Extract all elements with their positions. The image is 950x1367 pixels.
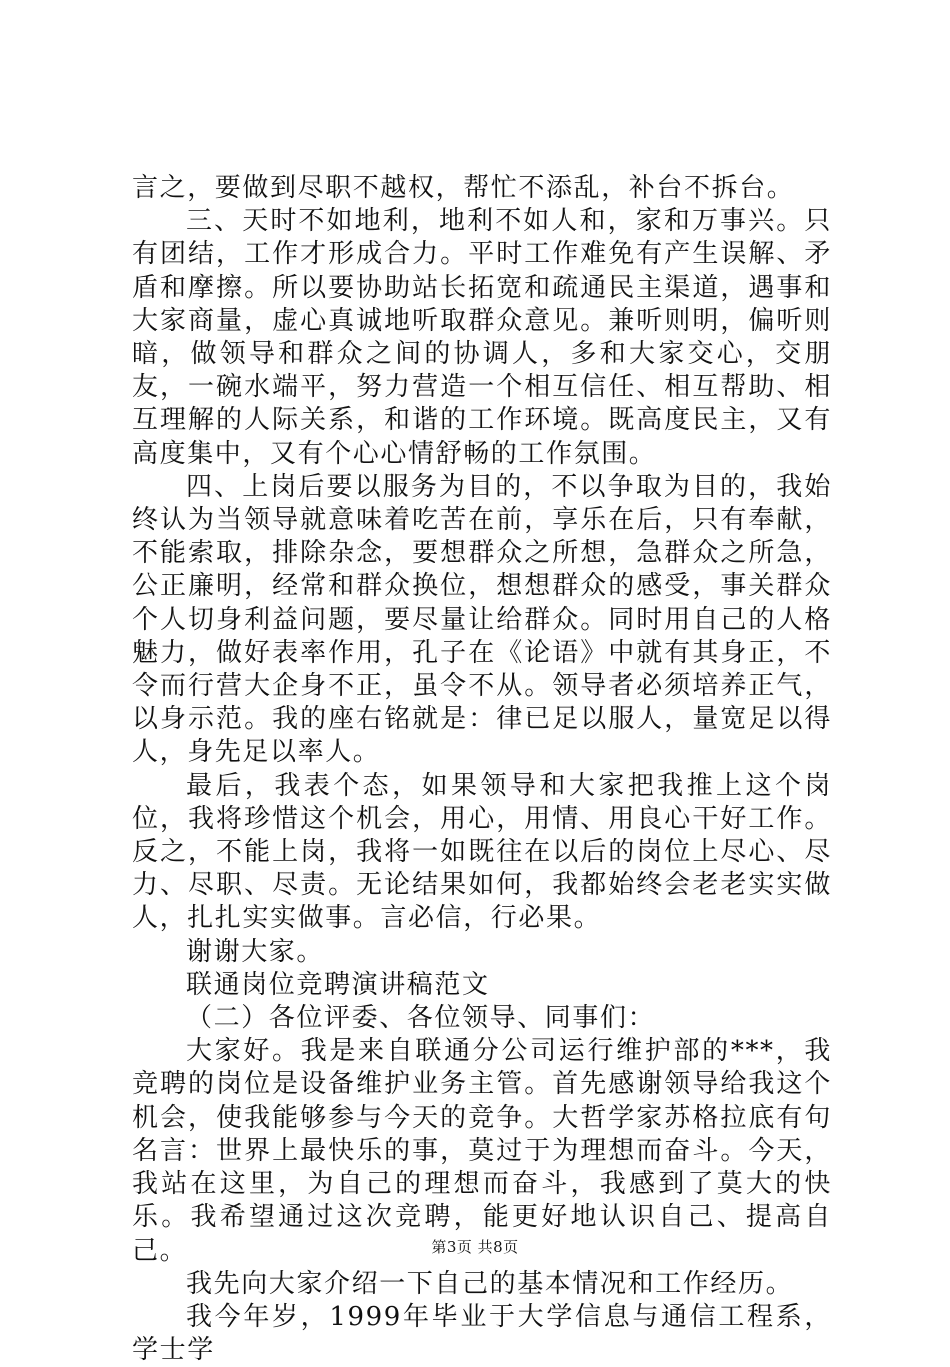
paragraph-three: 三、天时不如地利，地利不如人和，家和万事兴。只有团结，工作才形成合力。平时工作难免有产生误解、矛盾和摩擦。所以要协助站长拓宽和疏通民主渠道，遇事和大家商量，虚心真诚地听取群众意见。兼听则明，偏听则暗，做领导和群众之间的协调人，多和大家交心，交朋友，一碗水端平，努力营造一个相互信任、相互帮助、相互理解的人际关系，和谐的工作环境。既高度民主，又有高度集中，又有个心心情舒畅的工作氛围。	[132, 206, 832, 469]
paragraph-education: 我今年岁，1999年毕业于大学信息与通信工程系，学士学	[132, 1301, 832, 1366]
section-greeting: （二）各位评委、各位领导、同事们：	[186, 1003, 656, 1034]
document-body	[132, 172, 832, 1367]
paragraph-background: 我先向大家介绍一下自己的基本情况和工作经历。	[186, 1268, 794, 1299]
paragraph-continuation: 言之，要做到尽职不越权，帮忙不添乱，补台不拆台。	[132, 173, 795, 203]
section-title: 联通岗位竞聘演讲稿范文	[186, 969, 490, 1000]
paragraph-thanks: 谢谢大家。	[186, 936, 325, 967]
paragraph-four: 四、上岗后要以服务为目的，不以争取为目的，我始终认为当领导就意味着吃苦在前，享乐在后，只有奉献，不能索取，排除杂念，要想群众之所想，急群众之所急，公正廉明，经常和群众换位，想想群众的感受，事关群众个人切身利益问题，要尽量让给群众。同时用自己的人格魅力，做好表率作用，孔子在《论语》中就有其身正，不令而行营大企身不正，虽令不从。领导者必须培养正气，以身示范。我的座右铭就是：律已足以服人，量宽足以得人，身先足以率人。	[132, 471, 832, 768]
paragraph-closing: 最后，我表个态，如果领导和大家把我推上这个岗位，我将珍惜这个机会，用心，用情、用良心干好工作。反之，不能上岗，我将一如既往在以后的岗位上尽心、尽力、尽职、尽责。无论结果如何，我都始终会老老实实做人，扎扎实实做事。言必信，行必果。	[132, 770, 832, 934]
page-footer: 第3页 共8页	[431, 1238, 519, 1256]
paragraph-intro: 大家好。我是来自联通分公司运行维护部的***，我竞聘的岗位是设备维护业务主管。首先感谢领导给我这个机会，使我能够参与今天的竞争。大哲学家苏格拉底有句名言：世界上最快乐的事，莫过于为理想而奋斗。今天，我站在这里，为自己的理想而奋斗，我感到了莫大的快乐。我希望通过这次竞聘，能更好地认识自己、提高自己。	[132, 1036, 832, 1266]
